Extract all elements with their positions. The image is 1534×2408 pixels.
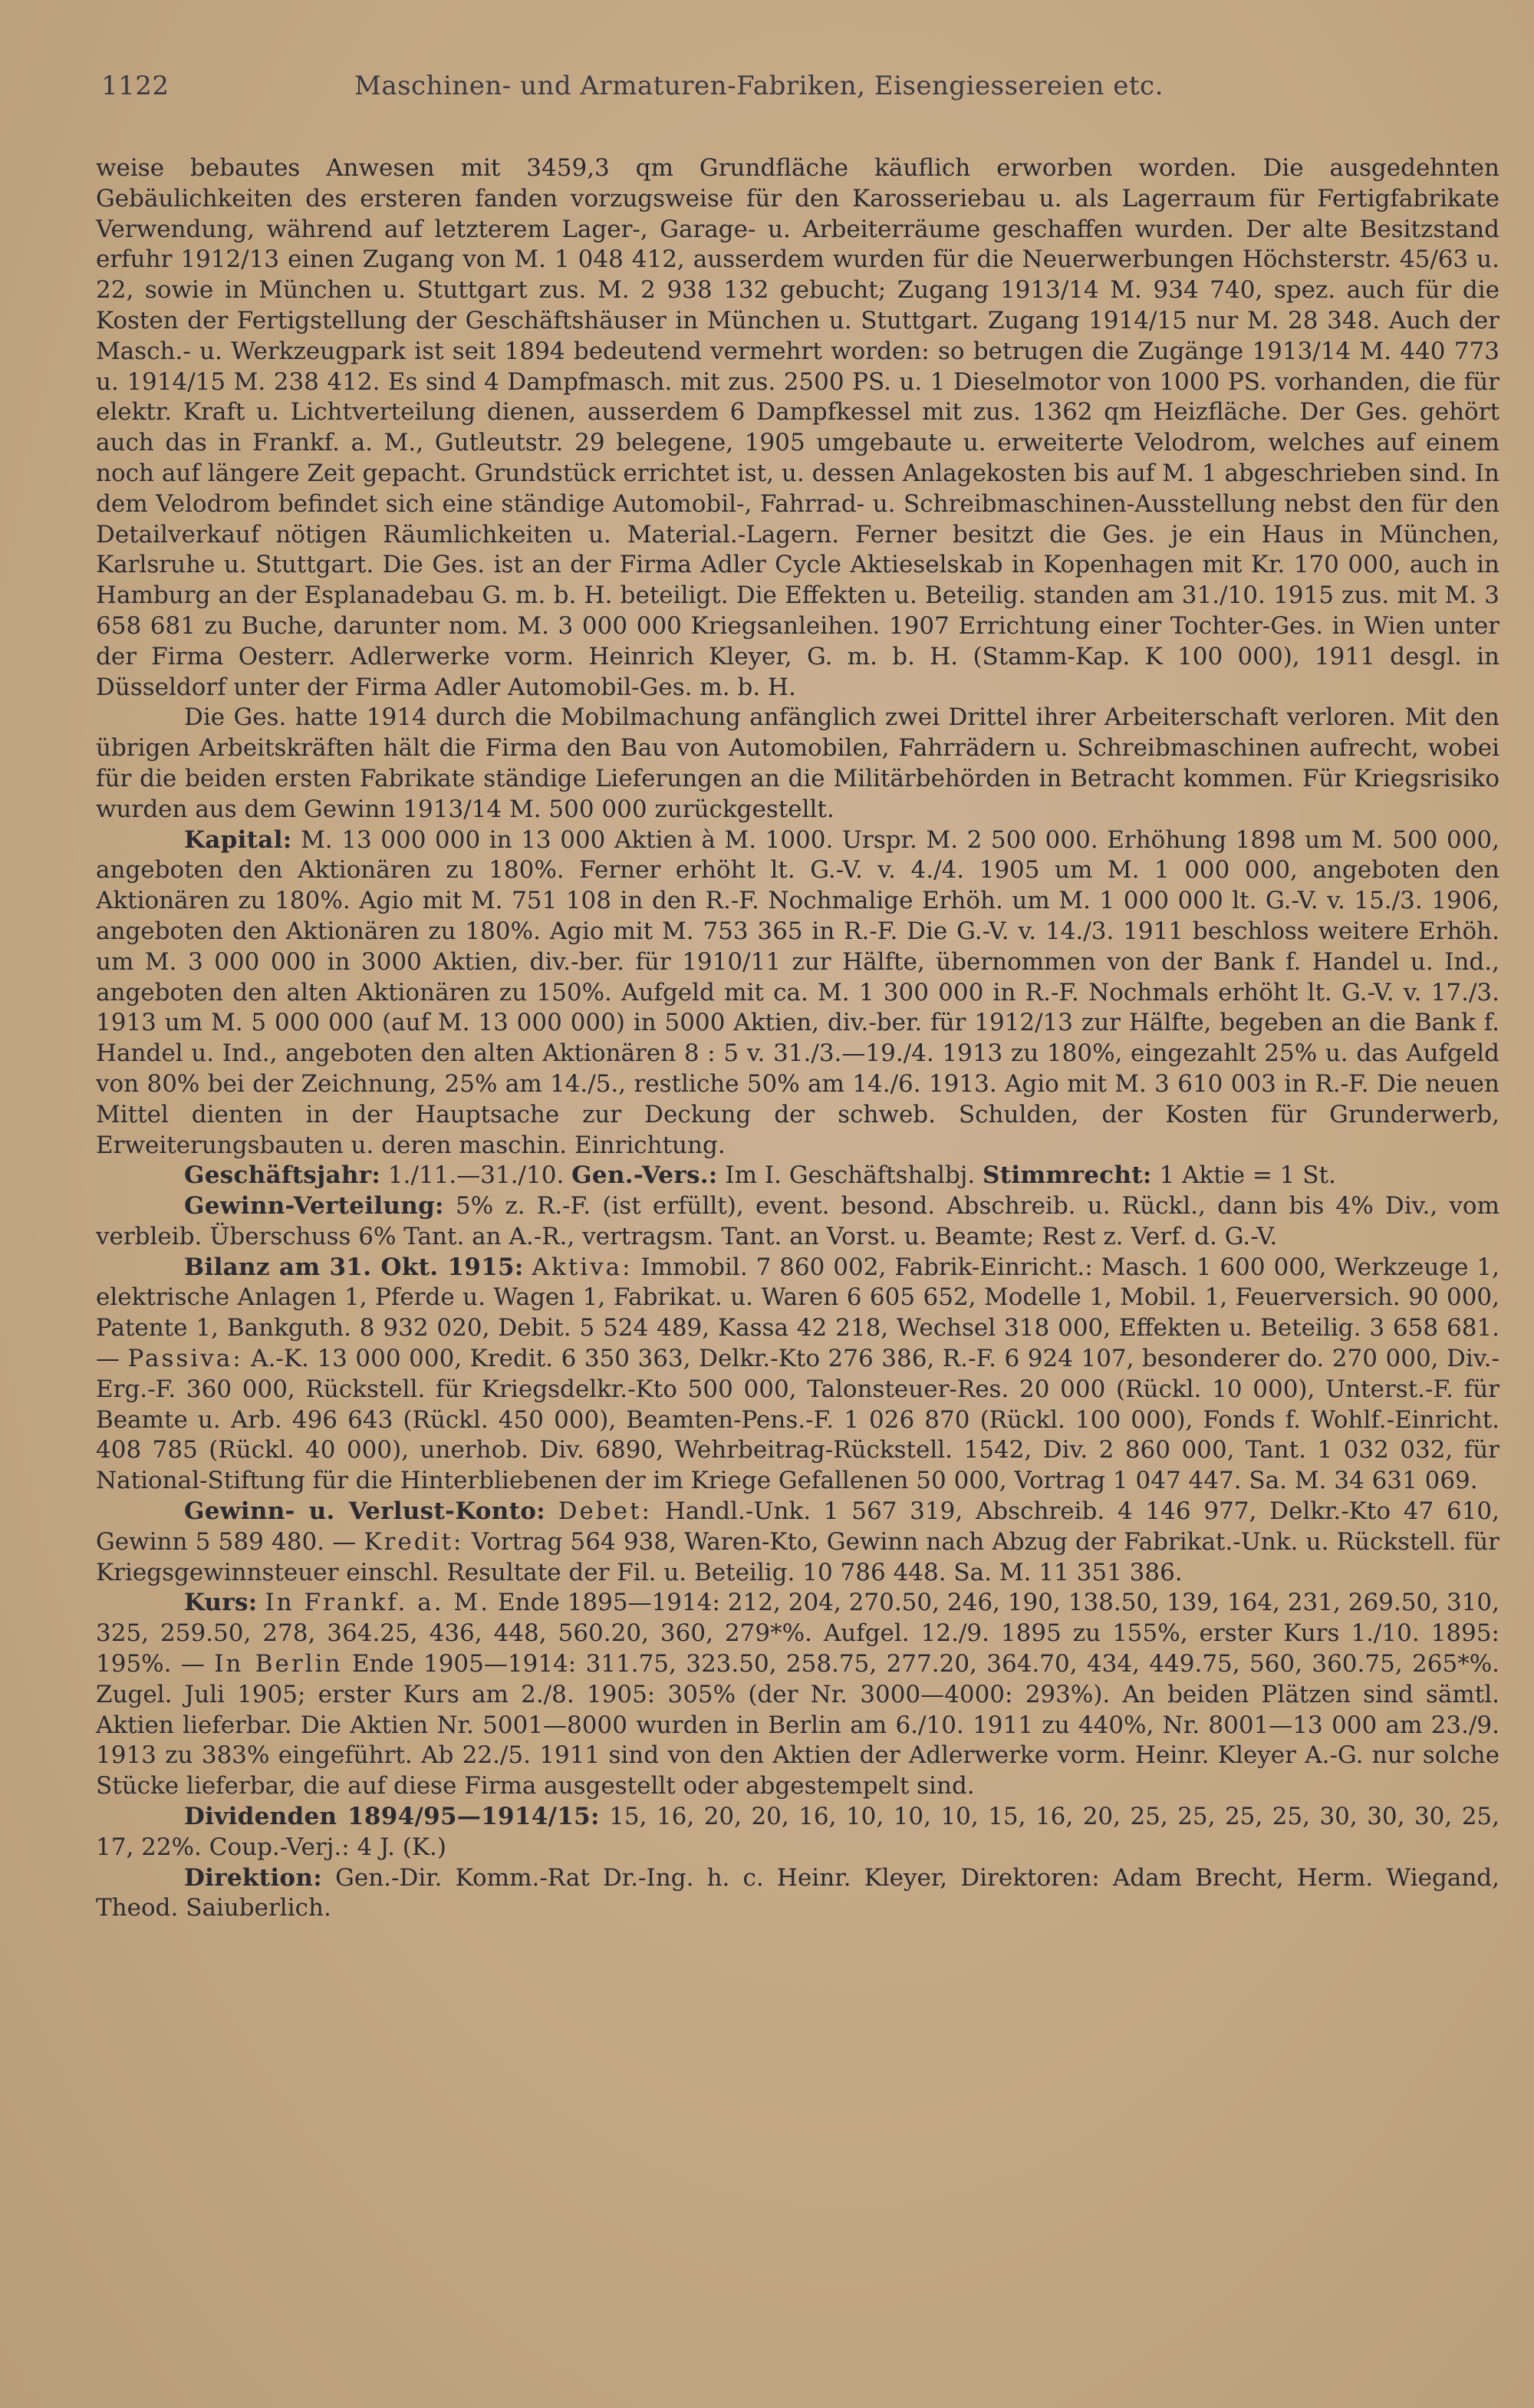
section-kurs xyxy=(96,1588,1499,1802)
section-gewinn-verteilung xyxy=(96,1191,1499,1253)
section-direktion xyxy=(96,1863,1499,1925)
section-dividenden xyxy=(96,1802,1499,1863)
geschaeftsjahr-text: 1./11.—31./10. xyxy=(380,1161,572,1190)
guv-label: Gewinn- u. Verlust-Konto: xyxy=(184,1497,545,1526)
section-geschaeftsjahr xyxy=(96,1161,1499,1191)
page-body xyxy=(96,153,1499,1924)
direktion-label: Direktion: xyxy=(184,1863,322,1892)
direktion-text: Gen.-Dir. Komm.-Rat Dr.-Ing. h. c. Heinr. Kleyer, Direktoren: Adam Brecht, Herm. Wiegand, Theod. Saiuberlich. xyxy=(96,1863,1499,1922)
running-title: Maschinen- und Armaturen-Fabriken, Eisengiessereien etc. xyxy=(354,71,1164,101)
kredit-label: Kredit: xyxy=(364,1527,464,1556)
kurs-frankfurt-label: In Frankf. a. M. xyxy=(265,1589,491,1617)
debet-label: Debet: xyxy=(558,1497,652,1526)
kurs-label: Kurs: xyxy=(184,1589,258,1617)
passiva-text: A.-K. 13 000 000, Kredit. 6 350 363, Delkr.-Kto 276 386, R.-F. 6 924 107, besonderer do. 270 000, Div.-Erg.-F. 360 000, Rückstell. für Kriegsdelkr.-Kto 500 000, Talonsteuer-Res. 20 000 (Rückl. 10 000), Unterst.-F. für Beamte u. Arb. 496 643 (Rückl. 450 000), Beamten-Pens.-F. 1 026 870 (Rückl. 100 000), Fonds f. Wohlf.-Einricht. 408 785 (Rückl. 40 000), unerhob. Div. 6890, Wehrbeitrag-Rückstell. 1542, Div. 2 860 000, Tant. 1 032 032, für National-Stiftung für die Hinterbliebenen der im Kriege Gefallenen 50 000, Vortrag 1 047 447. Sa. M. 34 631 069. xyxy=(96,1345,1499,1495)
gewinn-verteilung-text: 5% z. R.-F. (ist erfüllt), event. besond. Abschreib. u. Rückl., dann bis 4% Div., vom verbleib. Überschuss 6% Tant. an A.-R., vertragsm. Tant. an Vorst. u. Beamte; Rest z. Verf. d. G.-V. xyxy=(96,1192,1499,1250)
section-kapital xyxy=(96,825,1499,1161)
kredit-text: Vortrag 564 938, Waren-Kto, Gewinn nach Abzug der Fabrikat.-Unk. u. Rückstell. für Kriegsgewinnsteuer einschl. Resultate der Fil. u. Beteilig. 10 786 448. Sa. M. 11 351 386. xyxy=(96,1527,1499,1586)
page-number: 1122 xyxy=(101,71,170,101)
section-bilanz xyxy=(96,1253,1499,1497)
debet-text: Handl.-Unk. 1 567 319, Abschreib. 4 146 977, Delkr.-Kto 47 610, Gewinn 5 589 480. — xyxy=(96,1497,1499,1556)
aktiva-label: Aktiva: xyxy=(532,1253,633,1281)
kurs-frankfurt-text: Ende 1895—1914: 212, 204, 270.50, 246, 190, 138.50, 139, 164, 231, 269.50, 310, 325, 259.50, 278, 364.25, 436, 448, 560.20, 360, 279*%. Aufgel. 12./9. 1895 zu 155%, erster Kurs 1./10. 1895: 195%. — xyxy=(96,1589,1499,1678)
passiva-label: Passiva: xyxy=(127,1345,243,1373)
stimmrecht-text: 1 Aktie = 1 St. xyxy=(1151,1161,1336,1190)
kurs-berlin-text: Ende 1905—1914: 311.75, 323.50, 258.75, 277.20, 364.70, 434, 449.75, 560, 360.75, 265*%. Zugel. Juli 1905; erster Kurs am 2./8. 1905: 305% (der Nr. 3000—4000: 293%). An beiden Plätzen sind sämtl. Aktien lieferbar. Die Aktien Nr. 5001—8000 wurden in Berlin am 6./10. 1911 zu 440%, Nr. 8001—13 000 am 23./9. 1913 zu 383% eingeführt. Ab 22./5. 1911 sind von den Aktien der Adlerwerke vorm. Heinr. Kleyer A.-G. nur solche Stücke lieferbar, die auf diese Firma ausgestellt oder abgestempelt sind. xyxy=(96,1650,1500,1800)
dividenden-label: Dividenden 1894/95—1914/15: xyxy=(184,1803,600,1831)
kurs-berlin-label: In Berlin xyxy=(214,1650,343,1678)
paragraph-premises: weise bebautes Anwesen mit 3459,3 qm Grundfläche käuflich erworben worden. Die ausgedehnten Gebäulichkeiten des ersteren fanden vorzugsweise für den Karosseriebau u. als Lagerraum für Fertigfabrikate Verwendung, während auf letzterem Lager-, Garage- u. Arbeiterräume geschaffen wurden. Der alte Besitzstand erfuhr 1912/13 einen Zugang von M. 1 048 412, ausserdem wurden für die Neuerwerbungen Höchsterstr. 45/63 u. 22, sowie in München u. Stuttgart zus. M. 2 938 132 gebucht; Zugang 1913/14 M. 934 740, spez. auch für die Kosten der Fertigstellung der Geschäftshäuser in München u. Stuttgart. Zugang 1914/15 nur M. 28 348. Auch der Masch.- u. Werkzeugpark ist seit 1894 bedeutend vermehrt worden: so betrugen die Zugänge 1913/14 M. 440 773 u. 1914/15 M. 238 412. Es sind 4 Dampfmasch. mit zus. 2500 PS. u. 1 Dieselmotor von 1000 PS. vorhanden, die für elektr. Kraft u. Lichtverteilung dienen, ausserdem 6 Dampfkessel mit zus. 1362 qm Heizfläche. Der Ges. gehört auch das in Frankf. a. M., Gutleutstr. 29 belegene, 1905 umgebaute u. erweiterte Velodrom, welches auf einem noch auf längere Zeit gepacht. Grundstück errichtet ist, u. dessen Anlagekosten bis auf M. 1 abgeschrieben sind. In dem Velodrom befindet sich eine ständige Automobil-, Fahrrad- u. Schreibmaschinen-Ausstellung nebst den für den Detailverkauf nötigen Räumlichkeiten u. Material.-Lagern. Ferner besitzt die Ges. je ein Haus in München, Karlsruhe u. Stuttgart. Die Ges. ist an der Firma Adler Cycle Aktieselskab in Kopenhagen mit Kr. 170 000, auch in Hamburg an der Esplanadebau G. m. b. H. beteiligt. Die Effekten u. Beteilig. standen am 31./10. 1915 zus. mit M. 3 658 681 zu Buche, darunter nom. M. 3 000 000 Kriegsanleihen. 1907 Errichtung einer Tochter-Ges. in Wien unter der Firma Oesterr. Adlerwerke vorm. Heinrich Kleyer, G. m. b. H. (Stamm-Kap. K 100 000), 1911 desgl. in Düsseldorf unter der Firma Adler Automobil-Ges. m. b. H. xyxy=(96,154,1499,701)
section-guv xyxy=(96,1497,1499,1588)
stimmrecht-label: Stimmrecht: xyxy=(983,1161,1152,1190)
gen-vers-label: Gen.-Vers.: xyxy=(571,1161,718,1190)
bilanz-label: Bilanz am 31. Okt. 1915: xyxy=(184,1253,524,1281)
geschaeftsjahr-label: Geschäftsjahr: xyxy=(184,1161,381,1190)
paragraph-war-effects: Die Ges. hatte 1914 durch die Mobilmachung anfänglich zwei Drittel ihrer Arbeiterschaft verloren. Mit den übrigen Arbeitskräften hält die Firma den Bau von Automobilen, Fahrrädern u. Schreibmaschinen aufrecht, wobei für die beiden ersten Fabrikate ständige Lieferungen an die Militärbehörden in Betracht kommen. Für Kriegsrisiko wurden aus dem Gewinn 1913/14 M. 500 000 zurückgestellt. xyxy=(96,703,1499,823)
kapital-label: Kapital: xyxy=(184,825,292,854)
aktiva-text: Immobil. 7 860 002, Fabrik-Einricht.: Masch. 1 600 000, Werkzeuge 1, elektrische Anlagen 1, Pferde u. Wagen 1, Fabrikat. u. Waren 6 605 652, Modelle 1, Mobil. 1, Feuerversich. 90 000, Patente 1, Bankguth. 8 932 020, Debit. 5 524 489, Kassa 42 218, Wechsel 318 000, Effekten u. Beteilig. 3 658 681. — xyxy=(96,1253,1500,1373)
dividenden-text: 15, 16, 20, 20, 16, 10, 10, 10, 15, 16, 20, 25, 25, 25, 25, 30, 30, 30, 25, 17, 22%. Coup.-Verj.: 4 J. (K.) xyxy=(96,1803,1499,1861)
gewinn-verteilung-label: Gewinn-Verteilung: xyxy=(184,1192,444,1220)
kapital-text: M. 13 000 000 in 13 000 Aktien à M. 1000. Urspr. M. 2 500 000. Erhöhung 1898 um M. 500 000, angeboten den Aktionären zu 180%. Ferner erhöht lt. G.-V. v. 4./4. 1905 um M. 1 000 000, angeboten den Aktionären zu 180%. Agio mit M. 751 108 in den R.-F. Nochmalige Erhöh. um M. 1 000 000 lt. G.-V. v. 15./3. 1906, angeboten den Aktionären zu 180%. Agio mit M. 753 365 in R.-F. Die G.-V. v. 14./3. 1911 beschloss weitere Erhöh. um M. 3 000 000 in 3000 Aktien, div.-ber. für 1910/11 zur Hälfte, übernommen von der Bank f. Handel u. Ind., angeboten den alten Aktionären zu 150%. Aufgeld mit ca. M. 1 300 000 in R.-F. Nochmals erhöht lt. G.-V. v. 17./3. 1913 um M. 5 000 000 (auf M. 13 000 000) in 5000 Aktien, div.-ber. für 1912/13 zur Hälfte, begeben an die Bank f. Handel u. Ind., angeboten den alten Aktionären 8 : 5 v. 31./3.—19./4. 1913 zu 180%, eingezahlt 25% u. das Aufgeld von 80% bei der Zeichnung, 25% am 14./5., restliche 50% am 14./6. 1913. Agio mit M. 3 610 003 in R.-F. Die neuen Mittel dienten in der Hauptsache zur Deckung der schweb. Schulden, der Kosten für Grunderwerb, Erweiterungsbauten u. deren maschin. Einrichtung. xyxy=(96,825,1499,1159)
gen-vers-text: Im I. Geschäftshalbj. xyxy=(717,1161,983,1190)
